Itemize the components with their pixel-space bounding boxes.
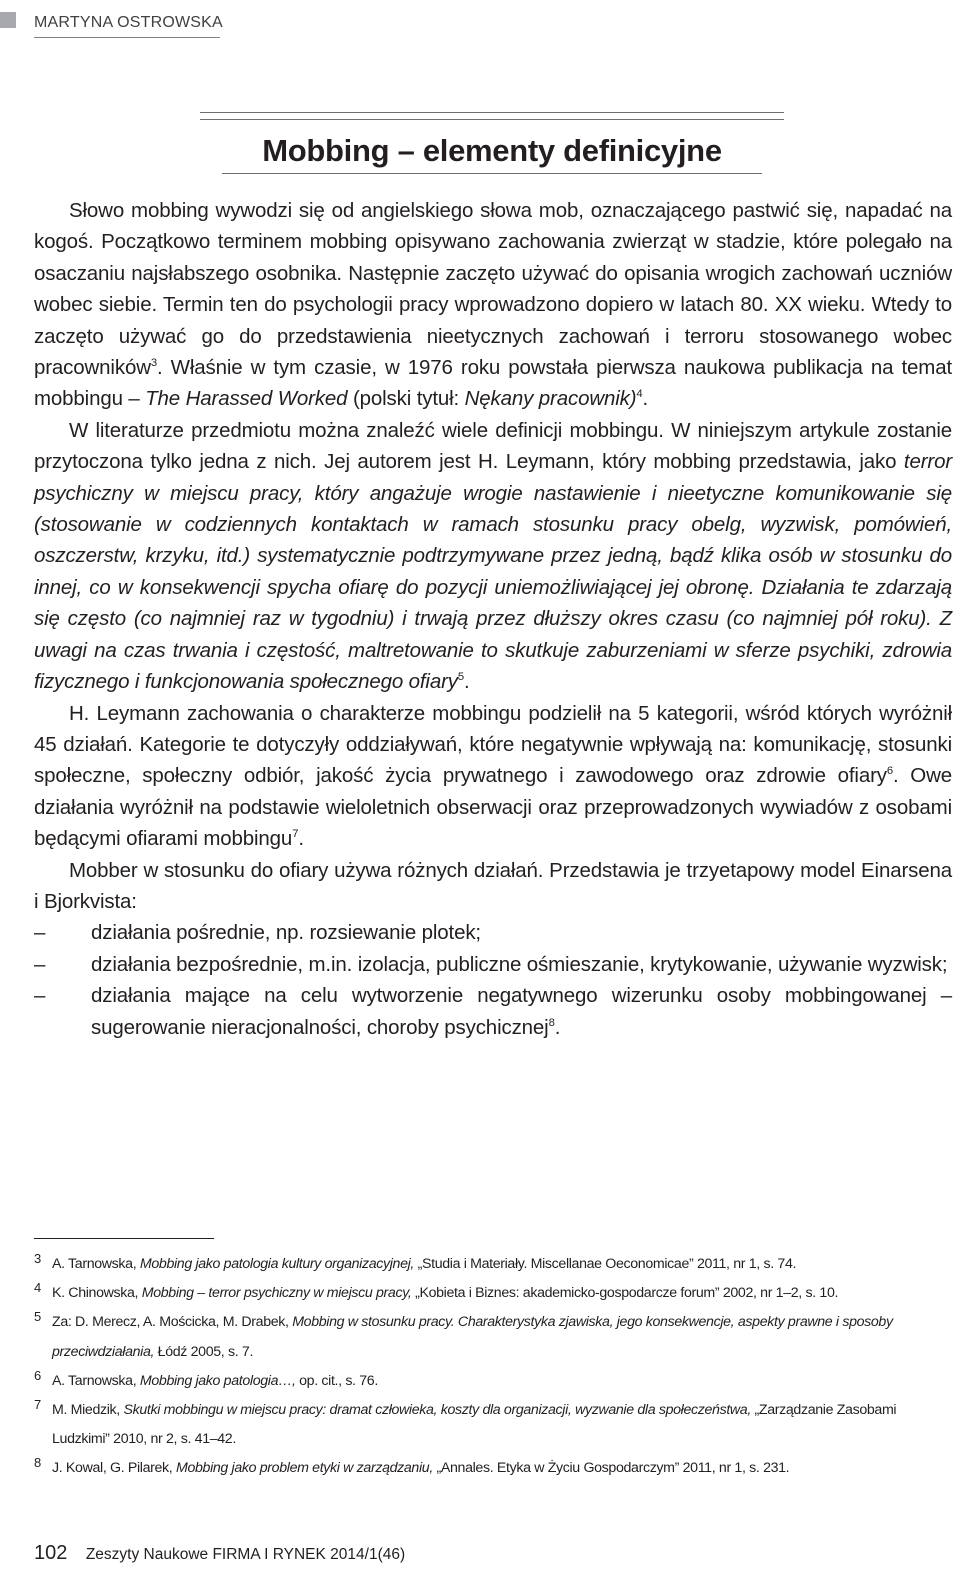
header-rule — [34, 37, 220, 38]
dash-bullet-icon: – — [34, 921, 46, 945]
footnote-author: J. Kowal, G. Pilarek, — [52, 1460, 176, 1477]
paragraph-1-end: . — [642, 387, 649, 411]
footnote-ref-8[interactable]: 8 — [548, 1016, 555, 1029]
paragraph-3-end: . — [298, 827, 304, 851]
footnote-author: Za: D. Merecz, A. Mościcka, M. Drabek, — [52, 1314, 293, 1331]
dash-bullet-icon: – — [34, 984, 46, 1008]
footnote-number: 7 — [34, 1397, 41, 1413]
paragraph-1-text: Słowo mobbing wywodzi się od angielskiego słowa mob, oznaczającego pastwić się, napadać na kogoś. Początkowo terminem mobbing opisywano zachowania zwierząt w stadzie, które polegało na osaczaniu najsłabszego osobnika. Następnie zaczęto używać do opisania wrogich zachowań uczniów wobec siebie. Termin ten do psychologii pracy wprowadzono dopiero w latach 80. XX wieku. Wtedy to zaczęto używać go do przedstawienia nieetycznych zachowań i terroru stosowanego wobec pracowników — [34, 199, 952, 380]
footnote-author: K. Chinowska, — [52, 1285, 142, 1302]
paragraph-1-text-b: . Właśnie w tym czasie, w 1976 roku powstała pierwsza naukowa publikacja na temat mobbingu – — [34, 356, 952, 411]
footnote-7 — [34, 1396, 952, 1454]
paragraph-2 — [34, 415, 952, 698]
header-square-icon — [0, 12, 16, 28]
footnote-6 — [34, 1367, 952, 1396]
list-item — [34, 980, 952, 1043]
list-item-text: działania mające na celu wytworzenie negatywnego wizerunku osoby mobbingowanej – sugerowanie nieracjonalności, choroby psychicznej — [91, 984, 952, 1039]
footnote-title: Mobbing jako problem etyki w zarządzaniu, — [175, 1460, 433, 1477]
footnote-ref-5[interactable]: 5 — [457, 671, 464, 684]
list-item-text: działania bezpośrednie, m.in. izolacja, publiczne ośmieszanie, krytykowanie, używanie wyzwisk; — [91, 952, 948, 976]
footnote-author: A. Tarnowska, — [52, 1372, 140, 1389]
paragraph-1 — [34, 195, 952, 415]
running-header — [0, 0, 960, 40]
paragraph-3 — [34, 698, 952, 855]
section-title-block — [200, 112, 784, 174]
title-double-rule — [200, 112, 784, 120]
footnote-source: „Zarządzanie Zasobami Ludzkimi” 2010, nr 2, s. 41–42. — [52, 1402, 897, 1448]
footnotes — [34, 1250, 952, 1484]
paragraph-2-definition-quote: terror psychiczny w miejscu pracy, który angażuje wrogie nastawienie i nieetyczne komunikowanie się (stosowanie w codziennych kontaktach w ramach stosunku pracy obelg, wyzwisk, pomówień, oszczerstw, krzyku, itd.) systematycznie podtrzymywane przez jedną, bądź klika osób w stosunku do innej, co w konsekwencji spycha ofiarę do pozycji uniemożliwiającej jej obronę. Działania te zdarzają się często (co najmniej raz w tygodniu) i trwają przez dłuższy okres czasu (co najmniej pół roku). Z uwagi na czas trwania i częstość, maltretowanie to skutkuje zaburzeniami w sferze psychiki, zdrowia fizycznego i funkcjonowania społecznego ofiary — [34, 450, 952, 694]
footnote-author: A. Tarnowska, — [52, 1256, 140, 1272]
footnote-ref-4[interactable]: 4 — [636, 388, 643, 401]
header-author: MARTYNA OSTROWSKA — [34, 14, 223, 31]
footnote-ref-3[interactable]: 3 — [150, 357, 157, 370]
paragraph-1-italic-title: The Harassed Worked — [145, 387, 348, 411]
list-item-end: . — [554, 1015, 561, 1039]
title-underline — [222, 173, 762, 174]
footnote-author: M. Miedzik, — [52, 1402, 124, 1419]
section-title: Mobbing – elementy definicyjne — [262, 133, 722, 168]
footnote-source: op. cit., s. 76. — [295, 1372, 378, 1389]
footnote-number: 4 — [34, 1280, 41, 1296]
footnote-source: Łódź 2005, s. 7. — [154, 1343, 254, 1360]
paragraph-1-italic-polish-title: Nękany pracownik) — [464, 387, 637, 411]
footnote-title: Skutki mobbingu w miejscu pracy: dramat człowieka, koszty dla organizacji, wyzwanie dla społeczeństwa, — [123, 1402, 751, 1419]
dash-bullet-icon: – — [34, 952, 46, 976]
footnote-8 — [34, 1454, 952, 1483]
list-item — [34, 949, 952, 980]
footnote-ref-7[interactable]: 7 — [292, 828, 299, 841]
footnote-source: „Kobieta i Biznes: akademicko-gospodarcze forum” 2002, nr 1–2, s. 10. — [411, 1285, 839, 1302]
paragraph-1-text-c: (polski tytuł: — [347, 387, 465, 411]
footnote-title: Mobbing – terror psychiczny w miejscu pracy, — [141, 1285, 412, 1302]
footnote-5 — [34, 1308, 952, 1366]
paragraph-3-text-b: . Owe działania wyróżnił na podstawie wieloletnich obserwacji oraz przeprowadzonych wywiadów z osobami będącymi ofiarami mobbingu — [34, 764, 952, 851]
footnote-source: „Studia i Materiały. Miscellanae Oeconomicae” 2011, nr 1, s. 74. — [414, 1256, 797, 1272]
page-footer — [34, 1542, 634, 1570]
paragraph-4: Mobber w stosunku do ofiary używa różnych działań. Przedstawia je trzyetapowy model Einarsena i Bjorkvista: — [34, 858, 952, 913]
paragraph-2-text: W literaturze przedmiotu można znaleźć wiele definicji mobbingu. W niniejszym artykule zostanie przytoczona tylko jedna z nich. Jej autorem jest H. Leymann, który mobbing przedstawia, jako — [34, 418, 952, 474]
footnote-source: „Annales. Etyka w Życiu Gospodarczym” 2011, nr 1, s. 231. — [432, 1460, 790, 1477]
paragraph-2-end: . — [463, 670, 470, 694]
footnote-3 — [34, 1250, 952, 1279]
footnote-title: Mobbing jako patologia…, — [139, 1372, 296, 1389]
footnote-4 — [34, 1279, 952, 1308]
footnote-title: Mobbing jako patologia kultury organizacyjnej, — [139, 1256, 415, 1272]
footnote-ref-6[interactable]: 6 — [886, 765, 893, 778]
journal-name: Zeszyty Naukowe FIRMA I RYNEK 2014/1(46) — [85, 1546, 406, 1563]
article-body — [34, 195, 952, 1043]
page-number: 102 — [34, 1542, 68, 1564]
footnote-number: 6 — [34, 1367, 41, 1383]
footnote-title: Mobbing w stosunku pracy. Charakterystyka zjawiska, jego konsekwencje, aspekty prawne i sposoby przeciwdziałania, — [52, 1314, 893, 1360]
list-item — [34, 917, 952, 948]
paragraph-3-text: H. Leymann zachowania o charakterze mobbingu podzielił na 5 kategorii, wśród których wyróżnił 45 działań. Kategorie te dotyczyły oddziaływań, które negatywnie wpływają na: komunikację, stosunki społeczne, społeczny odbiór, jakość życia prywatnego i zawodowego oraz zdrowie ofiary — [34, 701, 952, 788]
list-item-text: działania pośrednie, np. rozsiewanie plotek; — [91, 921, 481, 945]
footnote-number: 8 — [34, 1455, 41, 1471]
footnote-separator — [34, 1238, 214, 1239]
action-list — [34, 917, 952, 1043]
footnote-number: 3 — [34, 1251, 41, 1266]
footnote-number: 5 — [34, 1309, 41, 1325]
